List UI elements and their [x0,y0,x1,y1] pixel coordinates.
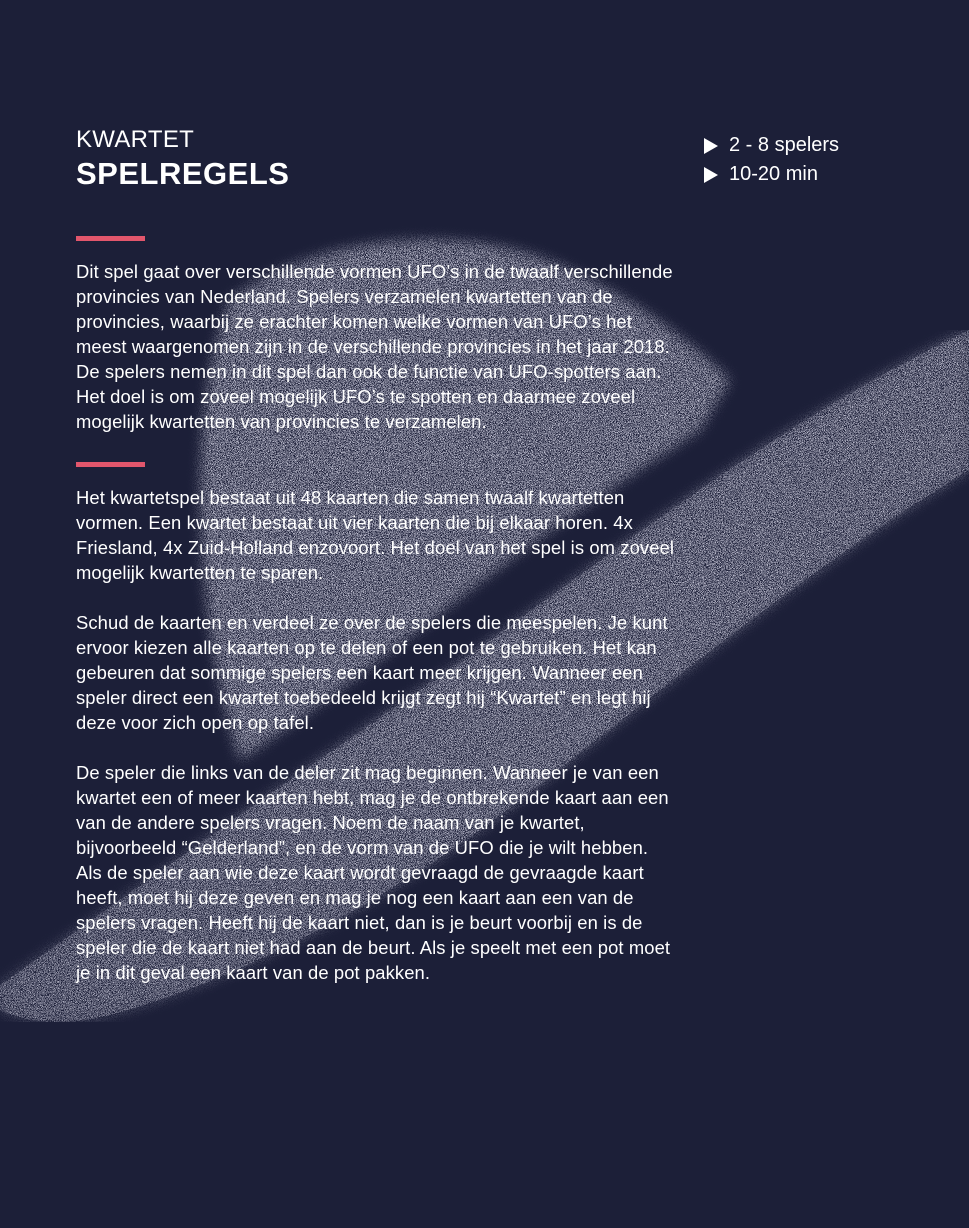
play-triangle-icon [704,167,718,183]
intro-paragraph: Dit spel gaat over verschillende vormen UFO’s in de twaalf verschillende provincies van Nederland. Spelers verzamelen kwartetten van de provincies, waarbij ze erachter komen welke vormen van UFO’s het meest waargenomen zijn in de verschillende provincies in het jaar 2018. De spelers nemen in dit spel dan ook de functie van UFO-spotters aan. Het doel is om zoveel mogelijk UFO’s te spotten en daarmee zoveel mogelijk kwartetten van provincies te verzamelen. [76,261,673,432]
player-count [704,131,839,160]
rules-paragraph: Schud de kaarten en verdeel ze over de spelers die meespelen. Je kunt ervoor kiezen alle kaarten op te delen of een pot te gebruiken. Het kan gebeuren dat sommige spelers een kaart meer krijgen. Wanneer een speler direct een kwartet toebedeeld krijgt zegt hij “Kwartet” en legt hij deze voor zich open op tafel. [76,612,668,733]
play-triangle-icon [704,138,718,154]
rules-content [76,126,676,985]
section-divider [76,462,145,467]
page-title: SPELREGELS [76,156,290,191]
page-kicker: KWARTET [76,126,195,153]
game-info [704,131,839,189]
player-count-label: 2 - 8 spelers [729,134,840,156]
rules-paragraph: Het kwartetspel bestaat uit 48 kaarten die samen twaalf kwartetten vormen. Een kwartet bestaat uit vier kaarten die bij elkaar horen. 4x Friesland, 4x Zuid-Holland enzovoort. Het doel van het spel is om zoveel mogelijk kwartetten te sparen. [76,487,675,583]
play-duration-label: 10-20 min [729,163,818,185]
play-duration [704,160,839,189]
rules-paragraph: De speler die links van de deler zit mag beginnen. Wanneer je van een kwartet een of meer kaarten hebt, mag je de ontbrekende kaart aan een van de andere spelers vragen. Noem de naam van je kwartet, bijvoorbeeld “Gelderland”, en de vorm van de UFO die je wilt hebben. Als de speler aan wie deze kaart wordt gevraagd de gevraagde kaart heeft, moet hij deze geven en mag je nog een kaart aan een van de spelers vragen. Heeft hij de kaart niet, dan is je beurt voorbij en is de speler die de kaart niet had aan de beurt. Als je speelt met een pot moet je in dit geval een kaart van de pot pakken. [76,762,671,983]
section-divider [76,236,145,241]
